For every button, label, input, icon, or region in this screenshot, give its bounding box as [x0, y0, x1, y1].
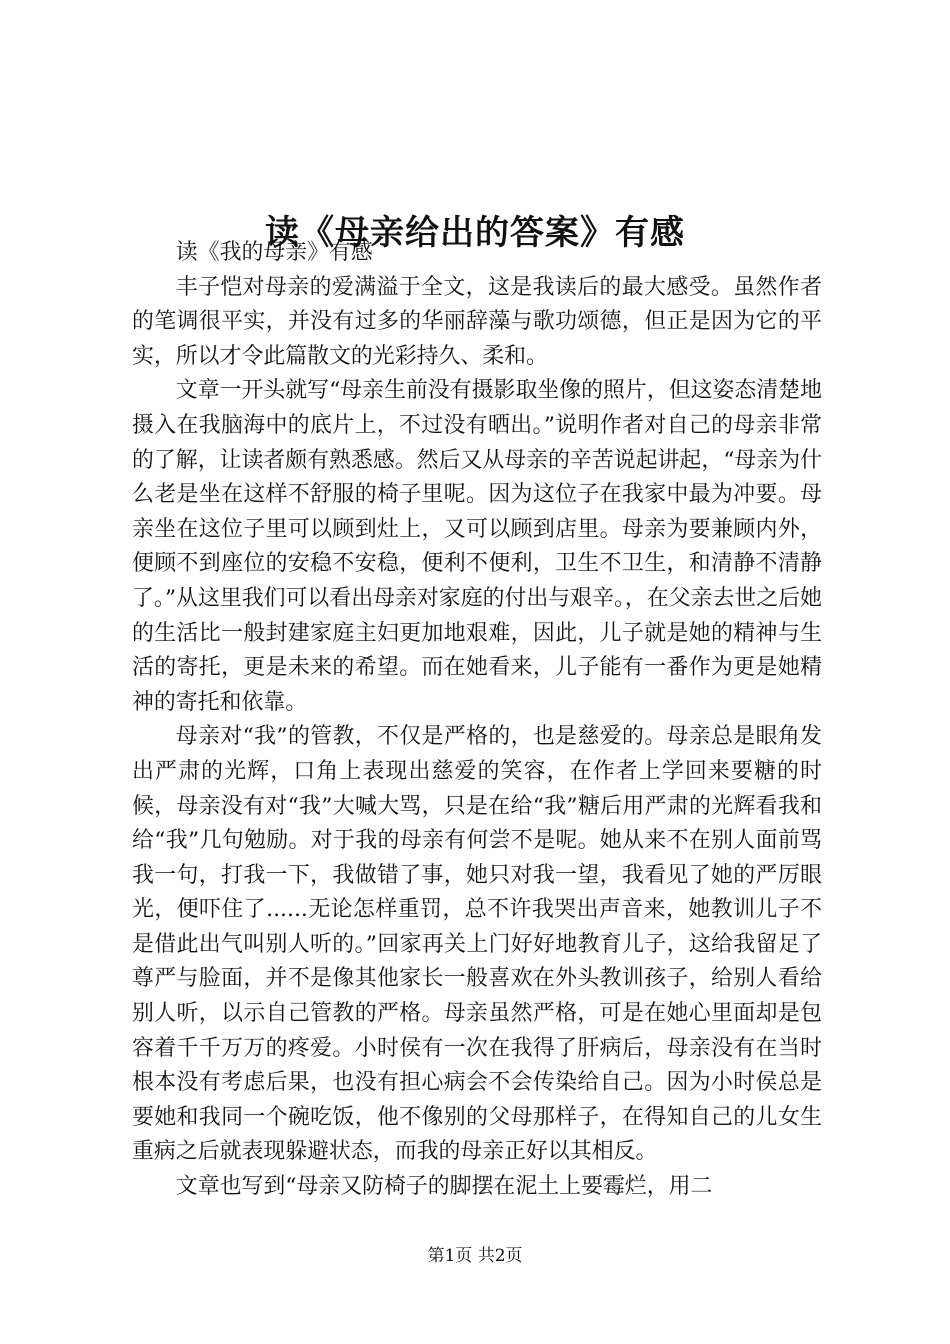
- body-paragraph: 文章也写到“母亲又防椅子的脚摆在泥土上要霉烂，用二: [175, 1174, 713, 1200]
- page-number-footer: 第1页 共2页: [427, 1246, 523, 1266]
- subtitle-paragraph: 读《我的母亲》有感: [175, 240, 373, 265]
- body-paragraph: 母亲对“我”的管教，不仅是严格的，也是慈爱的。母亲总是眼角发出严肃的光辉，口角上表现出慈爱的笑容，在作者上学回来要糖的时候，母亲没有对“我”大喊大骂，只是在给“我”糖后用严肃的光辉看我和给“我”几句勉励。对于我的母亲有何尝不是呢。她从来不在别人面前骂我一句，打我一下，我做错了事，她只对我一望，我看见了她的严厉眼光，便吓住了......无论怎样重罚，总不许我哭出声音来，她教训儿子不是借此出气叫别人听的。”回家再关上门好好地教育儿子，这给我留足了尊严与脸面，并不是像其他家长一般喜欢在外头教训孩子，给别人看给别人听，以示自己管教的严格。母亲虽然严格，可是在她心里面却是包容着千千万万的疼爱。小时侯有一次在我得了肝病后，母亲没有在当时根本没有考虑后果，也没有担心病会不会传染给自己。因为小时侯总是要她和我同一个碗吃饭，他不像别的父母那样子，在得知自己的儿女生重病之后就表现躲避状态，而我的母亲正好以其相反。: [132, 724, 822, 1165]
- page-title: 读《母亲给出的答案》有感: [265, 212, 685, 253]
- body-paragraph: 文章一开头就写“母亲生前没有摄影取坐像的照片，但这姿态清楚地摄入在我脑海中的底片上，不过没有晒出。”说明作者对自己的母亲非常的了解，让读者颇有熟悉感。然后又从母亲的辛苦说起讲起，“母亲为什么老是坐在这样不舒服的椅子里呢。因为这位子在我家中最为冲要。母亲坐在这位子里可以顾到灶上，又可以顾到店里。母亲为要兼顾内外，便顾不到座位的安稳不安稳，便利不便利，卫生不卫生，和清静不清静了。”从这里我们可以看出母亲对家庭的付出与艰辛。，在父亲去世之后她的生活比一般封建家庭主妇更加地艰难，因此，儿子就是她的精神与生活的寄托，更是未来的希望。而在她看来，儿子能有一番作为更是她精神的寄托和依靠。: [132, 378, 822, 715]
- body-paragraph: 丰子恺对母亲的爱满溢于全文，这是我读后的最大感受。虽然作者的笔调很平实，并没有过多的华丽辞藻与歌功颂德，但正是因为它的平实，所以才令此篇散文的光彩持久、柔和。: [132, 274, 822, 369]
- document-body: [132, 236, 822, 1205]
